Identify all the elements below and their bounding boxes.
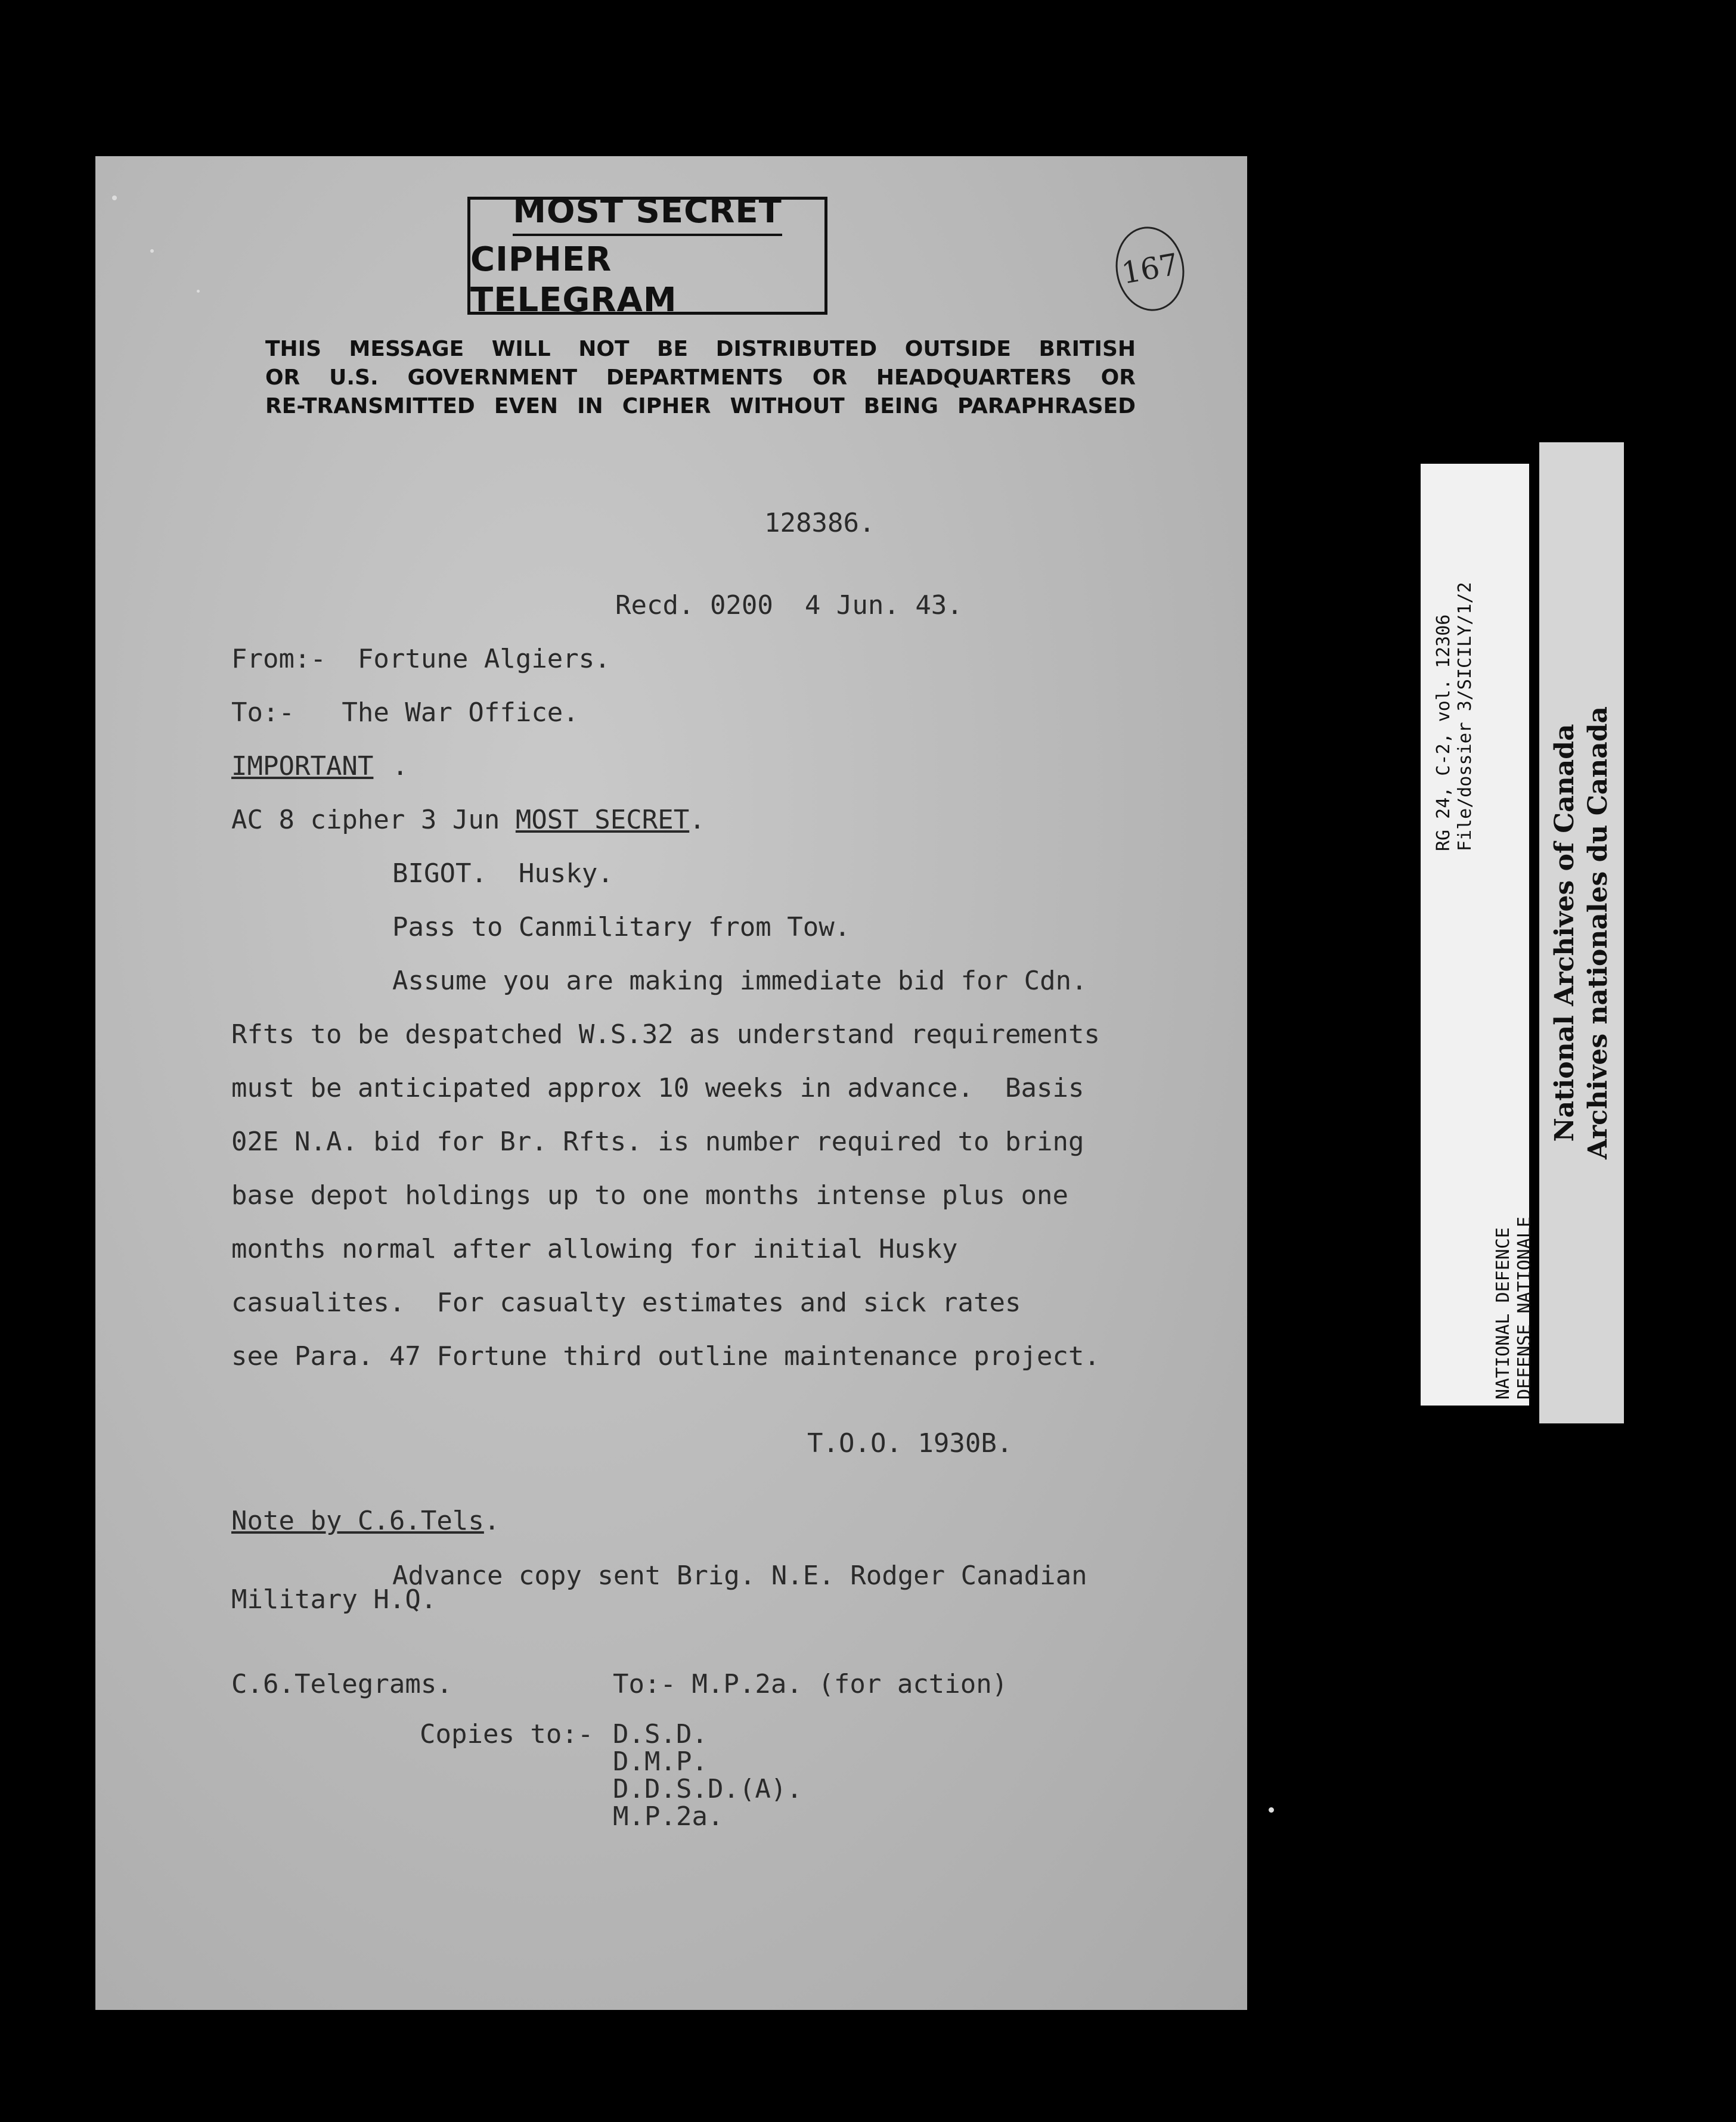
note-line: Military H.Q. — [231, 1584, 437, 1615]
folio-number: 167 — [1109, 221, 1191, 317]
copy-recipient: D.D.S.D.(A). — [613, 1774, 802, 1804]
classification-stamp — [467, 192, 827, 319]
note-heading: Note by C.6.Tels. — [231, 1506, 500, 1536]
classification-label: MOST SECRET — [513, 191, 782, 236]
note-heading-text: Note by C.6.Tels — [231, 1506, 484, 1536]
archive-reference-label — [1421, 464, 1535, 1406]
archive-ref-line: RG 24, C-2, vol. 12306 — [1433, 614, 1454, 851]
from-line: From:- Fortune Algiers. — [231, 644, 610, 674]
cipher-classification: MOST SECRET — [515, 805, 690, 835]
cipher-prefix: AC 8 cipher 3 Jun — [231, 805, 516, 835]
archive-tab-line: National Archives of Canada — [1549, 724, 1580, 1142]
warning-line: RE-TRANSMITTED EVEN IN CIPHER WITHOUT BEING PARAPHRASED — [265, 394, 1136, 418]
received-line: Recd. 0200 4 Jun. 43. — [615, 590, 963, 621]
distribution-from: C.6.Telegrams. — [231, 1669, 452, 1699]
to-line: To:- The War Office. — [231, 697, 579, 728]
priority-period: . — [392, 751, 408, 781]
archive-ref-line: File/dossier 3/SICILY/1/2 — [1455, 582, 1475, 851]
body-line: Rfts to be despatched W.S.32 as understand requirements — [231, 1019, 1100, 1050]
distribution-to: To:- M.P.2a. (for action) — [613, 1669, 1008, 1699]
body-line: see Para. 47 Fortune third outline maintenance project. — [231, 1341, 1100, 1372]
copy-recipient: D.M.P. — [613, 1746, 708, 1777]
dust-speck — [197, 290, 200, 293]
message-number: 128386. — [764, 508, 875, 538]
archive-tab-label — [1539, 442, 1624, 1423]
archive-tab-line: Archives nationales du Canada — [1583, 706, 1613, 1160]
warning-line: THIS MESSAGE WILL NOT BE DISTRIBUTED OUTSIDE BRITISH — [265, 337, 1136, 361]
dust-speck — [1269, 1807, 1274, 1813]
time-of-origin: T.O.O. 1930B. — [807, 1428, 1013, 1459]
note-line: Advance copy sent Brig. N.E. Rodger Canadian — [392, 1561, 1087, 1591]
codewords-line: BIGOT. Husky. — [392, 858, 613, 889]
body-line: Assume you are making immediate bid for Cdn. — [392, 966, 1087, 996]
warning-line: OR U.S. GOVERNMENT DEPARTMENTS OR HEADQUARTERS OR — [265, 365, 1136, 390]
body-line: 02E N.A. bid for Br. Rfts. is number required to bring — [231, 1127, 1084, 1157]
dust-speck — [112, 196, 117, 200]
telegram-page — [95, 156, 1247, 2010]
cipher-line: AC 8 cipher 3 Jun MOST SECRET. — [231, 805, 705, 835]
archive-tab-text — [1548, 706, 1615, 1159]
copy-recipient: D.S.D. — [613, 1719, 708, 1749]
body-line: must be anticipated approx 10 weeks in advance. Basis — [231, 1073, 1084, 1103]
archive-dept-line: NATIONAL DEFENCE — [1493, 1227, 1514, 1400]
pass-to-line: Pass to Canmilitary from Tow. — [392, 912, 851, 942]
priority-label: IMPORTANT — [231, 751, 374, 781]
copies-label: Copies to:- — [420, 1719, 594, 1749]
distribution-warning — [265, 335, 1136, 421]
archive-dept-line: DEFENSE NATIONALE — [1514, 1216, 1535, 1400]
copy-recipient: M.P.2a. — [613, 1801, 724, 1832]
body-line: casualites. For casualty estimates and sick rates — [231, 1288, 1021, 1318]
telegram-type-label: CIPHER TELEGRAM — [470, 240, 677, 319]
body-line: months normal after allowing for initial Husky — [231, 1234, 958, 1264]
dust-speck — [150, 249, 154, 253]
body-line: base depot holdings up to one months intense plus one — [231, 1180, 1068, 1211]
